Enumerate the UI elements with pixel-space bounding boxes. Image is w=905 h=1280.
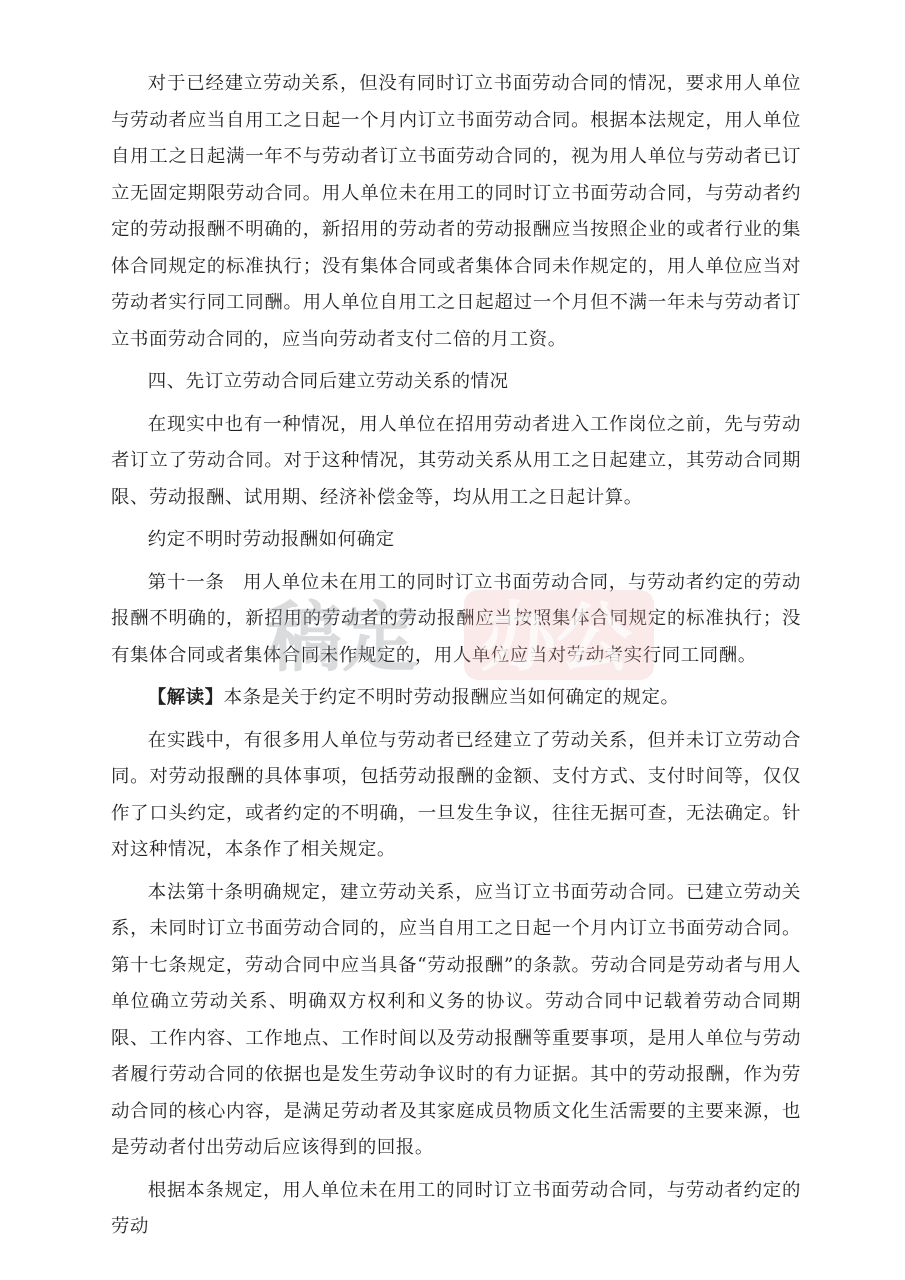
article-11 (111, 565, 801, 675)
section-heading-4: 四、先订立劳动合同后建立劳动关系的情况 (147, 371, 509, 392)
article-caption: 约定不明时劳动报酬如何确定 (147, 529, 395, 550)
paragraph-2: 在现实中也有一种情况，用人单位在招用劳动者进入工作岗位之前，先与劳动者订立了劳动合同。对于这种情况，其劳动关系从用工之日起建立，其劳动合同期限、劳动报酬、试用期、经济补偿金等，均从用工之日起计算。 (111, 413, 801, 508)
article-text: 用人单位未在用工的同时订立书面劳动合同，与劳动者约定的劳动报酬不明确的，新招用的劳动者的劳动报酬应当按照集体合同规定的标准执行；没有集体合同或者集体合同未作规定的，用人单位应当对劳动者实行同工同酬。 (111, 571, 801, 666)
watermark-text-right: 办公 (480, 593, 632, 682)
article-number: 第十一条 (147, 571, 225, 593)
paragraph-3: 在实践中，有很多用人单位与劳动者已经建立了劳动关系，但并未订立劳动合同。对劳动报酬的具体事项，包括劳动报酬的金额、支付方式、支付时间等，仅仅作了口头约定，或者约定的不明确，一旦发生争议，往往无据可查，无法确定。针对这种情况，本条作了相关规定。 (111, 729, 801, 860)
paragraph-1: 对于已经建立劳动关系，但没有同时订立书面劳动合同的情况，要求用人单位与劳动者应当自用工之日起一个月内订立书面劳动合同。根据本法规定，用人单位自用工之日起满一年不与劳动者订立书面劳动合同的，视为用人单位与劳动者已订立无固定期限劳动合同。用人单位未在用工的同时订立书面劳动合同，与劳动者约定的劳动报酬不明确的，新招用的劳动者的劳动报酬应当按照企业的或者行业的集体合同规定的标准执行；没有集体合同或者集体合同未作规定的，用人单位应当对劳动者实行同工同酬。用人单位自用工之日起超过一个月但不满一年未与劳动者订立书面劳动合同的，应当向劳动者支付二倍的月工资。 (111, 73, 801, 350)
watermark-text-left: 稿定 (266, 593, 418, 682)
interpretation-text: 本条是关于约定不明时劳动报酬应当如何确定的规定。 (223, 687, 680, 708)
document-body (111, 66, 801, 1252)
paragraph-4: 本法第十条明确规定，建立劳动关系，应当订立书面劳动合同。已建立劳动关系，未同时订立书面劳动合同的，应当自用工之日起一个月内订立书面劳动合同。第十七条规定，劳动合同中应当具备“劳动报酬”的条款。劳动合同是劳动者与用人单位确立劳动关系、明确双方权利和义务的协议。劳动合同中记载着劳动合同期限、工作内容、工作地点、工作时间以及劳动报酬等重要事项，是用人单位与劳动者履行劳动合同的依据也是发生劳动争议时的有力证据。其中的劳动报酬，作为劳动合同的核心内容，是满足劳动者及其家庭成员物质文化生活需要的主要来源，也是劳动者付出劳动后应该得到的回报。 (111, 881, 801, 1158)
interpretation (111, 680, 801, 717)
paragraph-5: 根据本条规定，用人单位未在用工的同时订立书面劳动合同，与劳动者约定的劳动 (111, 1179, 801, 1237)
interpretation-label: 【解读】 (147, 687, 224, 708)
